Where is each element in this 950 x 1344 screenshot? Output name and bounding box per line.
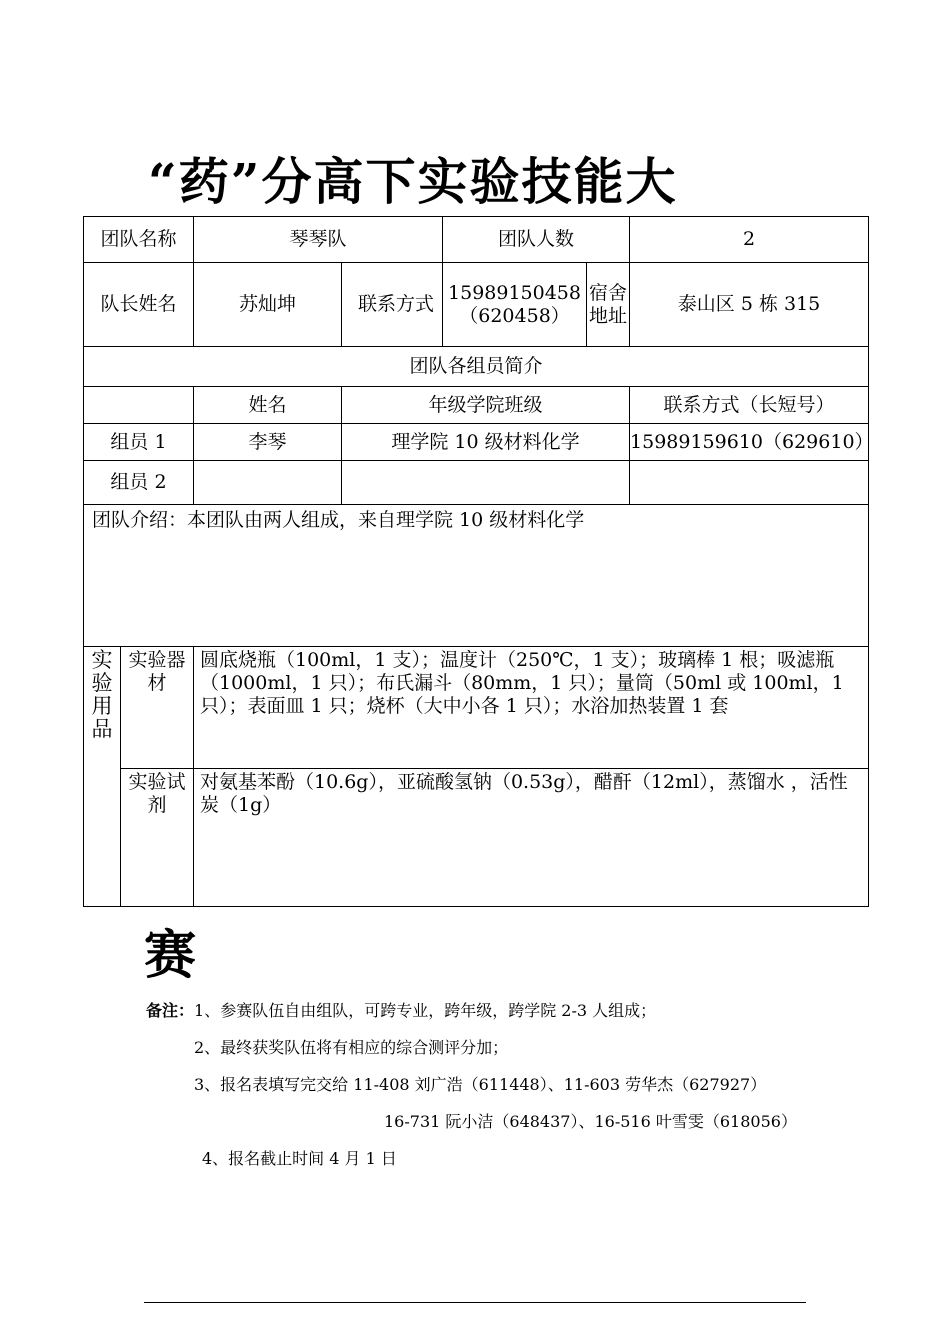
team-size-value: 2	[630, 217, 869, 263]
intro-row	[84, 505, 869, 647]
captain-label: 队长姓名	[84, 263, 194, 347]
footer-divider	[144, 1302, 806, 1303]
contact-label: 联系方式	[342, 263, 443, 347]
team-name-value: 琴琴队	[194, 217, 443, 263]
dorm-label: 宿舍地址	[587, 263, 630, 347]
col-contact-header: 联系方式（长短号）	[630, 387, 869, 424]
captain-name-value: 苏灿坤	[194, 263, 342, 347]
table-row	[84, 424, 869, 461]
member-label: 组员 2	[84, 461, 194, 505]
page-title-tail: 赛	[144, 925, 197, 986]
member-class: 理学院 10 级材料化学	[342, 424, 630, 461]
member-name	[194, 461, 342, 505]
reagents-list: 对氨基苯酚（10.6g），亚硫酸氢钠（0.53g），醋酐（12ml），蒸馏水 ，活性炭（1g）	[194, 769, 869, 907]
registration-form	[83, 216, 874, 907]
member-name: 李琴	[194, 424, 342, 461]
team-size-label: 团队人数	[443, 217, 630, 263]
note-item-2: 2、最终获奖队伍将有相应的综合测评分加；	[194, 1038, 509, 1057]
member-contact: 15989159610（629610）	[630, 424, 869, 461]
team-name-label: 团队名称	[84, 217, 194, 263]
team-intro: 团队介绍：本团队由两人组成，来自理学院 10 级材料化学	[84, 505, 869, 647]
supplies-label: 实验用品	[84, 647, 121, 907]
col-name-header: 姓名	[194, 387, 342, 424]
members-header-row	[84, 347, 869, 387]
page-title: “药”分高下实验技能大	[148, 152, 678, 211]
reagents-row	[84, 769, 869, 907]
note-item-1: 1、参赛队伍自由组队，可跨专业，跨年级，跨学院 2-3 人组成；	[194, 1001, 657, 1020]
members-header: 团队各组员简介	[84, 347, 869, 387]
note-item-3-continued: 16-731 阮小洁（648437）、16-516 叶雪雯（618056）	[384, 1112, 797, 1131]
note-line-1	[146, 998, 656, 1021]
captain-row	[84, 263, 869, 347]
member-class	[342, 461, 630, 505]
empty-header-cell	[84, 387, 194, 424]
note-item-3: 3、报名表填写完交给 11-408 刘广浩（611448）、11-603 劳华杰（627927）	[194, 1075, 767, 1094]
notes-label: 备注：	[146, 1001, 195, 1020]
equipment-label: 实验器材	[121, 647, 194, 769]
equipment-row	[84, 647, 869, 769]
captain-phone-value: 15989150458（620458）	[443, 263, 587, 347]
table-row	[84, 461, 869, 505]
member-contact	[630, 461, 869, 505]
equipment-list: 圆底烧瓶（100ml，1 支）；温度计（250℃，1 支）；玻璃棒 1 根；吸滤瓶（1000ml，1 只）；布氏漏斗（80mm，1 只）；量筒（50ml 或 100ml，1 只）；表面皿 1 只；烧杯（大中小各 1 只）；水浴加热装置 1 套	[194, 647, 869, 769]
reagents-label: 实验试剂	[121, 769, 194, 907]
team-row	[84, 217, 869, 263]
member-label: 组员 1	[84, 424, 194, 461]
member-columns-row	[84, 387, 869, 424]
col-class-header: 年级学院班级	[342, 387, 630, 424]
note-item-4: 4、报名截止时间 4 月 1 日	[202, 1149, 397, 1168]
dorm-address-value: 泰山区 5 栋 315	[630, 263, 869, 347]
